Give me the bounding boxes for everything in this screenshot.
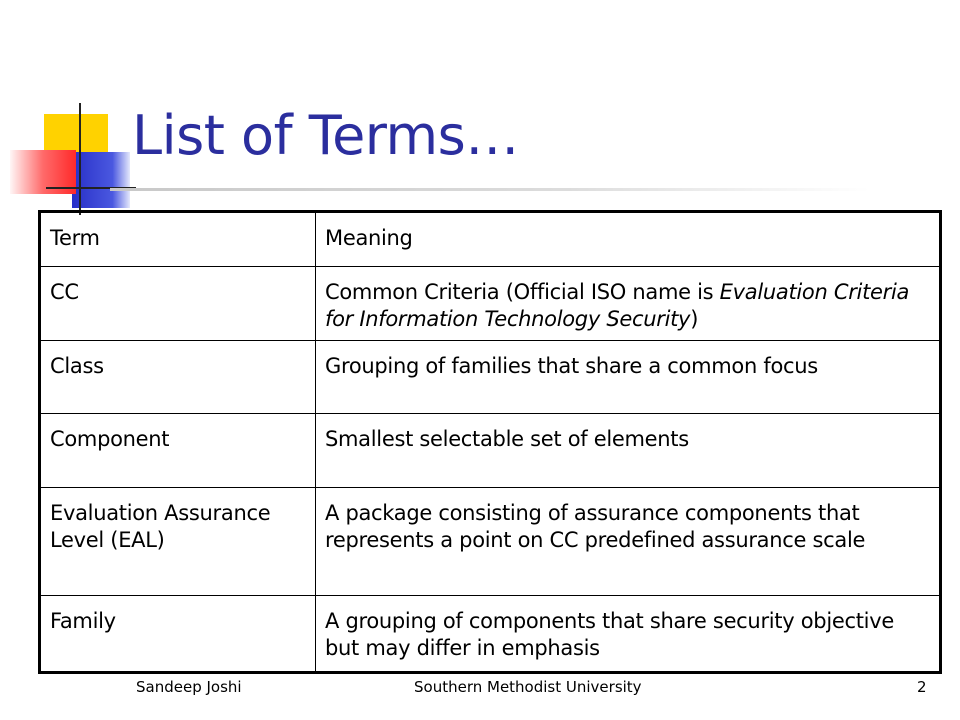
meaning-cell: Smallest selectable set of elements <box>316 414 941 488</box>
meaning-cell: A package consisting of assurance components that represents a point on CC predefined assurance scale <box>316 488 941 596</box>
footer-institution: Southern Methodist University <box>414 678 642 696</box>
term-cell: Class <box>40 341 316 414</box>
table-row <box>40 596 941 673</box>
meaning-text-end: ) <box>690 307 699 331</box>
footer-author: Sandeep Joshi <box>136 678 242 696</box>
header-term: Term <box>40 212 316 267</box>
meaning-italic-text: Evaluation Criteria for Information Technology Security <box>325 280 910 331</box>
table-row <box>40 267 941 341</box>
title-underline <box>110 188 870 191</box>
meaning-cell <box>316 267 941 341</box>
footer-page-number: 2 <box>917 678 927 696</box>
table-row <box>40 488 941 596</box>
meaning-text: Common Criteria (Official ISO name is <box>325 280 720 304</box>
slide-title: List of Terms… <box>132 104 519 167</box>
term-cell: Component <box>40 414 316 488</box>
header-meaning: Meaning <box>316 212 941 267</box>
term-cell: Evaluation Assurance Level (EAL) <box>40 488 316 596</box>
table-row <box>40 414 941 488</box>
vertical-line-shape <box>79 103 81 215</box>
meaning-cell: A grouping of components that share security objective but may differ in emphasis <box>316 596 941 673</box>
corner-logo-decoration <box>0 0 140 220</box>
term-cell: CC <box>40 267 316 341</box>
table-header-row <box>40 212 941 267</box>
table-row <box>40 341 941 414</box>
meaning-cell: Grouping of families that share a common focus <box>316 341 941 414</box>
terms-table <box>38 210 942 674</box>
term-cell: Family <box>40 596 316 673</box>
